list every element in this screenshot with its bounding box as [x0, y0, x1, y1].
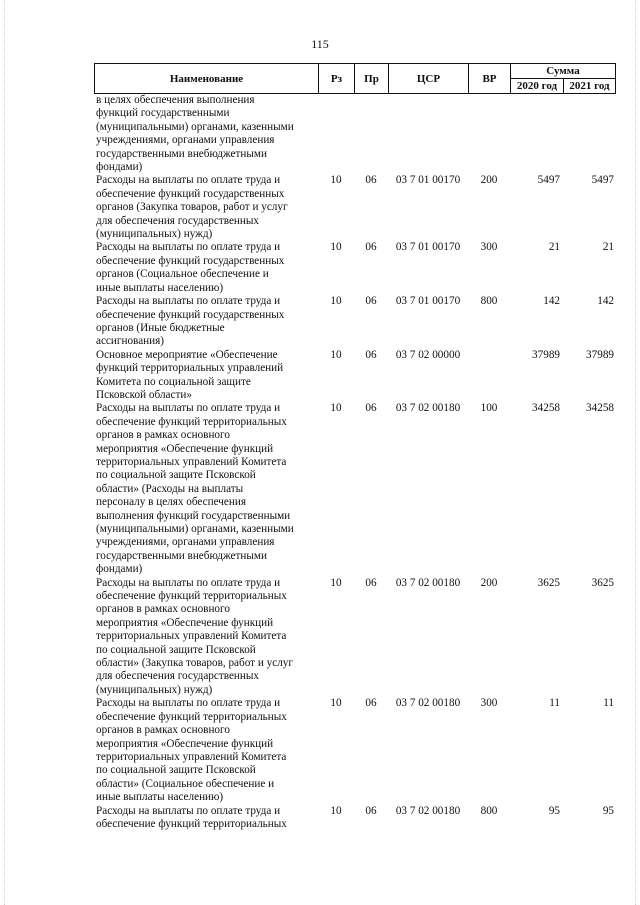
- header-pr: Пр: [355, 64, 389, 94]
- row-vr: [468, 94, 510, 174]
- row-name-line: Расходы на выплаты по оплате труда и: [96, 576, 281, 589]
- row-name: [94, 241, 318, 295]
- row-csr: 03 7 01 00170: [395, 295, 461, 308]
- row-rz: 10: [330, 576, 342, 589]
- page-number: 115: [311, 37, 329, 51]
- row-name-line: территориальных управлений Комитета: [96, 630, 287, 643]
- row-name-line: Расходы на выплаты по оплате труда и: [96, 174, 281, 187]
- row-rz: 10: [330, 402, 342, 415]
- row-csr: 03 7 01 00170: [395, 174, 461, 187]
- table-row: [94, 349, 615, 403]
- header-year-2020: 2020 год: [511, 79, 564, 94]
- row-rz: [318, 94, 354, 174]
- table-row: [94, 402, 615, 576]
- row-name-line: обеспечение функций территориальных: [96, 710, 287, 723]
- row-name-line: персоналу в целях обеспечения: [96, 496, 247, 509]
- row-name-line: органов (Закупка товаров, работ и услуг: [96, 201, 288, 214]
- row-vr: 200: [480, 174, 498, 187]
- row-name-line: для обеспечения государственных: [96, 670, 260, 683]
- row-vr: 800: [480, 804, 498, 817]
- table-row: [94, 577, 615, 698]
- row-name-line: (муниципальных) нужд): [96, 683, 213, 696]
- row-sum-2021: [564, 94, 614, 174]
- row-name-line: обеспечение функций государственных: [96, 254, 285, 267]
- row-name: [94, 697, 318, 804]
- row-pr: 06: [365, 697, 377, 710]
- row-name: [94, 349, 318, 403]
- row-sum-2021: 21: [602, 241, 614, 254]
- row-vr: 800: [480, 295, 498, 308]
- row-name-line: функций государственными: [96, 107, 230, 120]
- row-name-line: учреждениями, органами управления: [96, 536, 275, 549]
- row-pr: 06: [365, 174, 377, 187]
- table-row: [94, 174, 615, 241]
- row-name-line: (муниципальными) органами, казенными: [96, 523, 294, 535]
- table-row: [94, 805, 615, 832]
- row-name-line: Расходы на выплаты по оплате труда и: [96, 295, 281, 308]
- row-sum-2021: 34258: [586, 402, 614, 415]
- row-pr: 06: [365, 348, 377, 361]
- row-csr: 03 7 02 00180: [395, 804, 461, 817]
- row-sum-2020: 34258: [532, 402, 560, 415]
- row-name-line: Комитета по социальной защите: [96, 375, 251, 388]
- row-name-line: органов в рамках основного: [96, 603, 230, 616]
- row-vr: 300: [480, 241, 498, 254]
- row-sum-2020: [510, 94, 564, 174]
- header-csr: ЦСР: [389, 64, 469, 94]
- row-name-line: по социальной защите Псковской: [96, 764, 256, 777]
- row-csr: 03 7 02 00180: [395, 402, 461, 415]
- row-name-line: области» (Расходы на выплаты: [96, 482, 244, 495]
- row-name-line: Расходы на выплаты по оплате труда и: [96, 697, 281, 710]
- row-pr: [354, 94, 388, 174]
- row-name-line: органов (Социальное обеспечение и: [96, 268, 269, 281]
- row-pr: 06: [365, 576, 377, 589]
- row-name-line: мероприятия «Обеспечение функций: [96, 616, 274, 629]
- row-name-line: Основное мероприятие «Обеспечение: [96, 348, 278, 361]
- row-name-line: мероприятия «Обеспечение функций: [96, 737, 274, 750]
- row-rz: 10: [330, 174, 342, 187]
- header-rz: Рз: [319, 64, 355, 94]
- header-vr: ВР: [469, 64, 511, 94]
- row-sum-2021: 3625: [591, 576, 614, 589]
- row-pr: 06: [365, 295, 377, 308]
- right-scan-edge: [635, 0, 637, 905]
- row-name: [94, 295, 318, 349]
- row-name: [94, 805, 318, 832]
- row-csr: 03 7 02 00180: [395, 697, 461, 710]
- row-name-line: Расходы на выплаты по оплате труда и: [96, 402, 281, 415]
- row-rz: 10: [330, 697, 342, 710]
- row-sum-2020: 95: [548, 804, 560, 817]
- row-name-line: иные выплаты населению): [96, 281, 224, 294]
- row-name-line: государственными внебюджетными: [96, 549, 267, 562]
- row-name-line: по социальной защите Псковской: [96, 643, 256, 656]
- row-name-line: обеспечение функций территориальных: [96, 415, 287, 428]
- row-sum-2020: 21: [548, 241, 560, 254]
- row-name: [94, 577, 318, 698]
- row-sum-2021: 95: [602, 804, 614, 817]
- row-name-line: обеспечение функций государственных: [96, 187, 285, 200]
- row-name-line: в целях обеспечения выполнения: [96, 94, 255, 106]
- table-body: [94, 94, 615, 831]
- row-name-line: Псковской области»: [96, 388, 192, 401]
- row-name-line: территориальных управлений Комитета: [96, 750, 287, 763]
- row-name-line: для обеспечения государственных: [96, 214, 260, 227]
- row-sum-2020: 3625: [537, 576, 560, 589]
- row-name-line: обеспечение функций территориальных: [96, 590, 287, 603]
- row-rz: 10: [330, 348, 342, 361]
- row-name-line: фондами): [96, 161, 143, 174]
- row-name-line: области» (Социальное обеспечение и: [96, 777, 275, 790]
- table-row: [94, 295, 615, 349]
- row-csr: [388, 94, 468, 174]
- row-rz: 10: [330, 295, 342, 308]
- row-vr: 100: [480, 402, 498, 415]
- row-sum-2021: 11: [603, 697, 614, 710]
- row-sum-2020: 5497: [537, 174, 560, 187]
- row-name-line: по социальной защите Псковской: [96, 469, 256, 482]
- header-sum: Сумма: [511, 64, 616, 79]
- row-name-line: ассигнования): [96, 335, 164, 348]
- row-name-line: мероприятия «Обеспечение функций: [96, 442, 274, 455]
- table-row: [94, 241, 615, 295]
- row-vr: 200: [480, 576, 498, 589]
- row-vr: 300: [480, 697, 498, 710]
- row-sum-2021: 37989: [586, 348, 614, 361]
- row-name-line: (муниципальными) органами, казенными: [96, 120, 294, 133]
- row-pr: 06: [365, 241, 377, 254]
- row-name-line: органов в рамках основного: [96, 724, 230, 737]
- left-scan-edge: [4, 0, 6, 905]
- row-name-line: органов в рамках основного: [96, 429, 230, 442]
- header-name: Наименование: [95, 64, 319, 94]
- row-name-line: области» (Закупка товаров, работ и услуг: [96, 657, 293, 670]
- row-name: [94, 174, 318, 241]
- row-name-line: иные выплаты населению): [96, 791, 224, 804]
- row-name-line: обеспечение функций территориальных: [96, 817, 287, 830]
- row-sum-2020: 142: [543, 295, 560, 308]
- table-row: [94, 94, 615, 174]
- row-name-line: обеспечение функций государственных: [96, 308, 285, 321]
- row-csr: 03 7 02 00180: [395, 576, 461, 589]
- row-sum-2021: 142: [597, 295, 614, 308]
- row-name-line: территориальных управлений Комитета: [96, 455, 287, 468]
- row-rz: 10: [330, 804, 342, 817]
- row-name-line: учреждениями, органами управления: [96, 134, 275, 147]
- row-vr: [468, 349, 510, 403]
- row-name-line: органов (Иные бюджетные: [96, 321, 225, 334]
- row-rz: 10: [330, 241, 342, 254]
- row-csr: 03 7 02 00000: [395, 348, 461, 361]
- row-name-line: фондами): [96, 563, 143, 576]
- row-name-line: государственными внебюджетными: [96, 147, 267, 160]
- table-header: [94, 63, 616, 94]
- row-csr: 03 7 01 00170: [395, 241, 461, 254]
- row-name-line: (муниципальных) нужд): [96, 228, 213, 241]
- row-sum-2020: 37989: [532, 348, 560, 361]
- row-name-line: Расходы на выплаты по оплате труда и: [96, 241, 281, 254]
- header-year-2021: 2021 год: [564, 79, 616, 94]
- row-name: [94, 402, 318, 576]
- row-name: [94, 94, 318, 174]
- row-pr: 06: [365, 402, 377, 415]
- row-name-line: Расходы на выплаты по оплате труда и: [96, 804, 281, 817]
- table-row: [94, 697, 615, 804]
- row-pr: 06: [365, 804, 377, 817]
- row-sum-2020: 11: [549, 697, 560, 710]
- row-sum-2021: 5497: [591, 174, 614, 187]
- row-name-line: функций территориальных управлений: [96, 362, 284, 375]
- row-name-line: выполнения функций государственными: [96, 509, 291, 522]
